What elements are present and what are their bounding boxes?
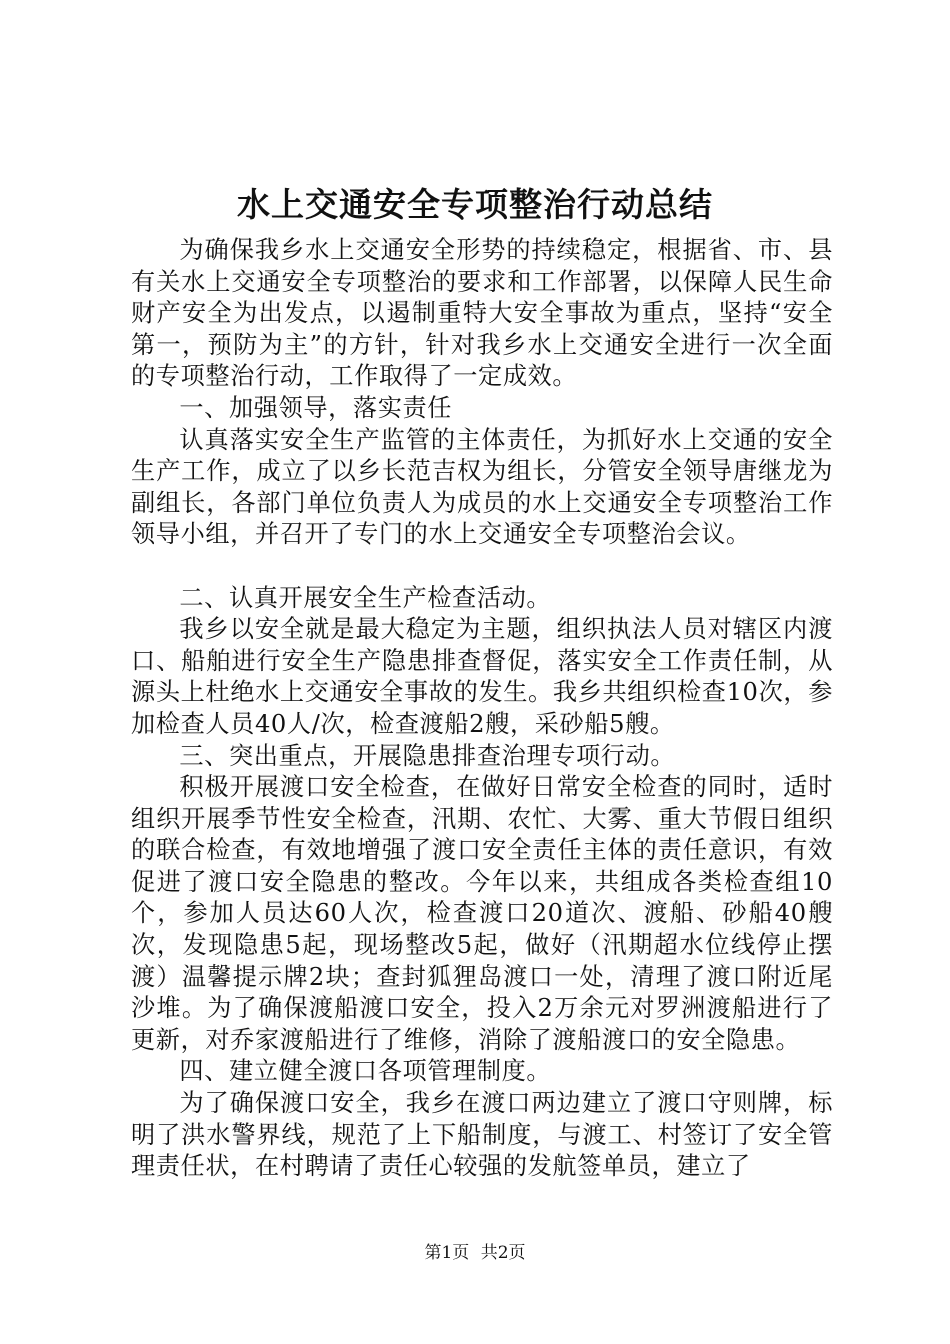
section-heading-4: 四、建立健全渡口各项管理制度。 (179, 1057, 552, 1086)
section-heading-1: 一、加强领导，落实责任 (179, 393, 453, 422)
paragraph-section-1: 认真落实安全生产监管的主体责任，为抓好水上交通的安全生产工作，成立了以乡长范吉权为组长，分管安全领导唐继龙为副组长，各部门单位负责人为成员的水上交通安全专项整治工作领导小组，并召开了专门的水上交通安全专项整治会议。 (131, 425, 833, 549)
section-heading-2: 二、认真开展安全生产检查活动。 (179, 583, 552, 612)
paragraph-section-3: 积极开展渡口安全检查，在做好日常安全检查的同时，适时组织开展季节性安全检查，汛期、农忙、大雾、重大节假日组织的联合检查，有效地增强了渡口安全责任主体的责任意识，有效促进了渡口安全隐患的整改。今年以来，共组成各类检查组10个，参加人员达60人次，检查渡口20道次、渡船、砂船40艘次，发现隐患5起，现场整改5起，做好（汛期超水位线停止摆渡）温馨提示牌2块；查封狐狸岛渡口一处，清理了渡口附近尾沙堆。为了确保渡船渡口安全，投入2万余元对罗洲渡船进行了更新，对乔家渡船进行了维修，消除了渡船渡口的安全隐患。 (131, 773, 833, 1054)
page-total: 共2页 (480, 1243, 526, 1263)
section-heading-3: 三、突出重点，开展隐患排查治理专项行动。 (179, 741, 676, 770)
document-body (131, 235, 833, 1183)
paragraph-section-4: 为了确保渡口安全，我乡在渡口两边建立了渡口守则牌，标明了洪水警界线，规范了上下船制度，与渡工、村签订了安全管理责任状，在村聘请了责任心较强的发航签单员，建立了 (131, 1089, 833, 1181)
page-number: 第1页 (424, 1243, 470, 1263)
paragraph-section-2: 我乡以安全就是最大稳定为主题，组织执法人员对辖区内渡口、船舶进行安全生产隐患排查督促，落实安全工作责任制，从源头上杜绝水上交通安全事故的发生。我乡共组织检查10次，参加检查人员40人/次，检查渡船2艘，采砂船5艘。 (131, 615, 833, 738)
document-title: 水上交通安全专项整治行动总结 (237, 185, 713, 224)
page-footer (0, 1242, 950, 1264)
paragraph-intro: 为确保我乡水上交通安全形势的持续稳定，根据省、市、县有关水上交通安全专项整治的要求和工作部署，以保障人民生命财产安全为出发点，以遏制重特大安全事故为重点，坚持“安全第一，预防为主”的方针，针对我乡水上交通安全进行一次全面的专项整治行动，工作取得了一定成效。 (131, 236, 833, 391)
